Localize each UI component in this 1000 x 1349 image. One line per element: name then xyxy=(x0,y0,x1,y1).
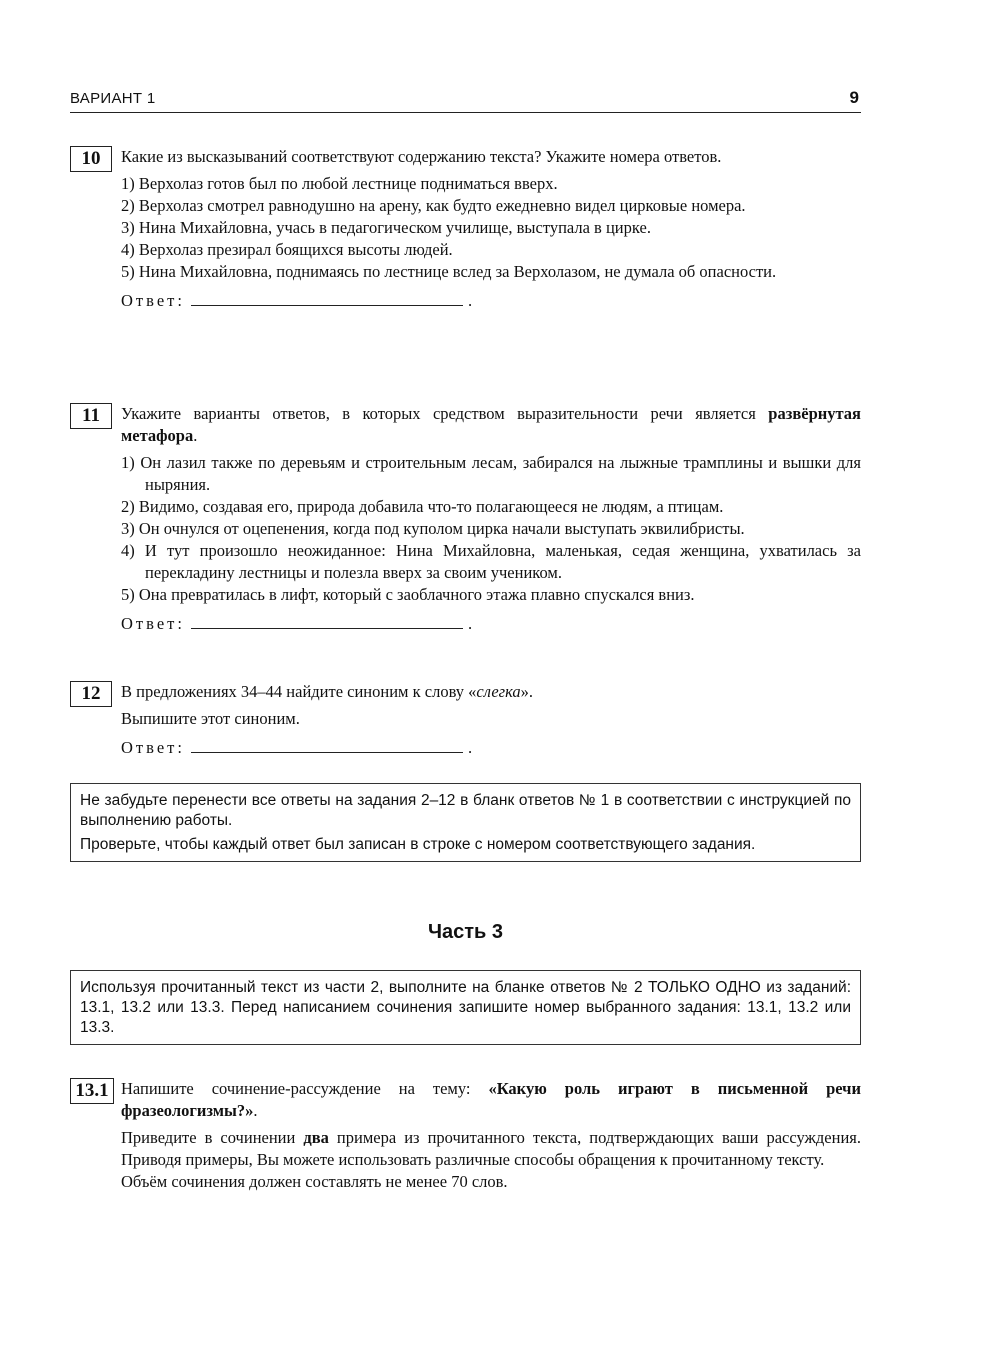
option-item: 4) Верхолаз презирал боящихся высоты людей. xyxy=(121,240,453,259)
answer-row xyxy=(121,613,861,635)
task-11 xyxy=(70,403,861,635)
answer-line[interactable] xyxy=(191,291,463,306)
task-13-1 xyxy=(70,1078,861,1193)
notice-paragraph: Проверьте, чтобы каждый ответ был записан в строке с номером соответствующего задания. xyxy=(80,836,756,853)
essay-requirements xyxy=(121,1127,861,1171)
answer-label: Ответ: xyxy=(121,614,185,633)
answer-row xyxy=(121,290,861,312)
requirements-text-end: примера из прочитанного текста, подтверждающих ваши рассуждения. Приводя примеры, Вы можете использовать различные способы обращения к прочитанному тексту. xyxy=(121,1128,862,1169)
task-number-box: 11 xyxy=(70,403,112,429)
notice-paragraph: Не забудьте перенести все ответы на задания 2–12 в бланк ответов № 1 в соответствии с инструкцией по выполнению работы. xyxy=(80,792,851,829)
part-title: Часть 3 xyxy=(427,921,504,943)
question-text: В предложениях 34–44 найдите синоним к слову « xyxy=(121,682,477,701)
question-end: ». xyxy=(520,682,534,701)
answer-dot: . xyxy=(467,291,473,310)
variant-label: ВАРИАНТ 1 xyxy=(70,90,156,107)
essay-prompt xyxy=(121,1078,861,1122)
task-question xyxy=(121,403,861,447)
essay-volume: Объём сочинения должен составлять не менее 70 слов. xyxy=(121,1172,508,1191)
requirements-emphasis: два xyxy=(303,1128,329,1147)
option-item: 3) Нина Михайловна, учась в педагогическом училище, выступала в цирке. xyxy=(121,218,651,237)
option-item: 5) Нина Михайловна, поднимаясь по лестнице вслед за Верхолазом, не думала об опасности. xyxy=(121,262,777,281)
page-header xyxy=(70,90,861,113)
answer-row xyxy=(121,737,861,759)
part3-instruction-box xyxy=(70,970,861,1045)
option-item: 2) Верхолаз смотрел равнодушно на арену, как будто ежедневно видел цирковые номера. xyxy=(121,196,746,215)
task-12 xyxy=(70,681,861,759)
question-keyword: слегка xyxy=(476,682,521,701)
answer-line[interactable] xyxy=(191,614,463,629)
task-number-box: 12 xyxy=(70,681,112,707)
question-end: . xyxy=(193,426,198,445)
option-item: 1) Верхолаз готов был по любой лестнице подниматься вверх. xyxy=(121,174,558,193)
prompt-text: Напишите сочинение-рассуждение на тему: xyxy=(121,1079,489,1098)
essay-topic: «Какую роль играют в письменной речи фразеологизмы?» xyxy=(121,1079,861,1120)
task-question xyxy=(121,681,861,703)
question-text: Укажите варианты ответов, в которых средством выразительности речи является xyxy=(121,404,769,423)
task-number-box: 13.1 xyxy=(70,1078,114,1104)
answer-label: Ответ: xyxy=(121,291,185,310)
task-instruction: Выпишите этот синоним. xyxy=(121,709,300,728)
task-10 xyxy=(70,146,861,312)
transfer-answers-notice xyxy=(70,783,861,862)
answer-dot: . xyxy=(467,738,473,757)
option-item: 1) Он лазил также по деревьям и строительным лесам, забирался на лыжные трамплины и вышки для ныряния. xyxy=(121,453,861,494)
option-item: 4) И тут произошло неожиданное: Нина Михайловна, маленькая, седая женщина, ухватилась за перекладину лестницы и полезла вверх за своим учеником. xyxy=(121,541,861,582)
option-item: 3) Он очнулся от оцепенения, когда под куполом цирка начали выступать эквилибристы. xyxy=(121,519,745,538)
requirements-text: Приведите в сочинении xyxy=(121,1128,304,1147)
option-list xyxy=(121,173,861,283)
answer-label: Ответ: xyxy=(121,738,185,757)
prompt-end: . xyxy=(253,1101,258,1120)
option-item: 2) Видимо, создавая его, природа добавила что-то полагающееся не людям, а птицам. xyxy=(121,497,724,516)
task-question: Какие из высказываний соответствуют содержанию текста? Укажите номера ответов. xyxy=(121,147,722,166)
page-number: 9 xyxy=(849,88,859,107)
question-emphasis: развёрнутая метафора xyxy=(121,404,861,445)
option-list xyxy=(121,452,861,606)
answer-dot: . xyxy=(467,614,473,633)
task-number-box: 10 xyxy=(70,146,112,172)
answer-line[interactable] xyxy=(191,738,463,753)
notice-paragraph: Используя прочитанный текст из части 2, выполните на бланке ответов № 2 ТОЛЬКО ОДНО из заданий: 13.1, 13.2 или 13.3. Перед написанием сочинения запишите номер выбранного задания: 13.1, 13.2 или 13.3. xyxy=(80,979,851,1036)
option-item: 5) Она превратилась в лифт, который с заоблачного этажа плавно спускался вниз. xyxy=(121,585,695,604)
